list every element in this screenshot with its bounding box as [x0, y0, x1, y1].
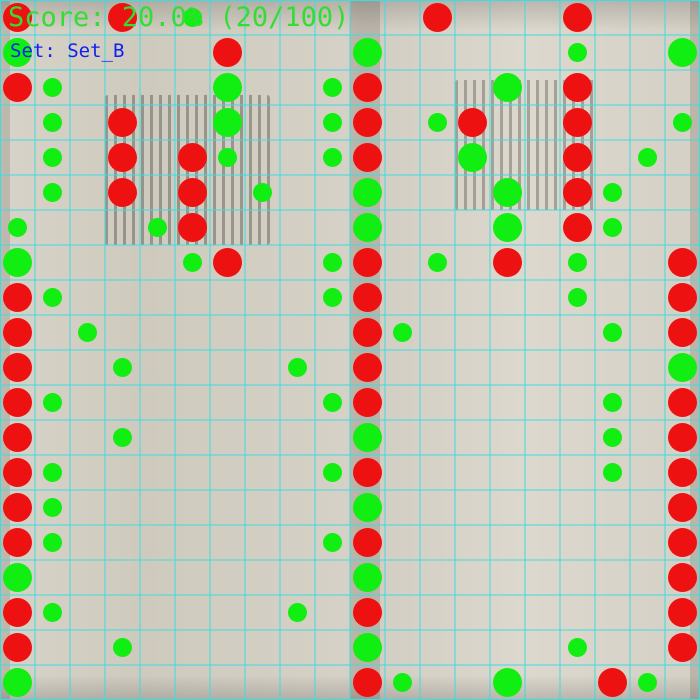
miss-marker — [353, 178, 382, 207]
miss-marker — [458, 143, 487, 172]
miss-marker — [8, 218, 27, 237]
miss-marker — [323, 253, 342, 272]
miss-marker — [603, 463, 622, 482]
hit-marker — [213, 38, 242, 67]
miss-marker — [353, 213, 382, 242]
hit-marker — [3, 493, 32, 522]
hit-marker — [3, 318, 32, 347]
miss-marker — [3, 248, 32, 277]
miss-marker — [428, 253, 447, 272]
hit-marker — [3, 598, 32, 627]
miss-marker — [638, 148, 657, 167]
hit-marker — [668, 563, 697, 592]
set-label: Set: Set_B — [10, 40, 125, 62]
miss-marker — [43, 463, 62, 482]
miss-marker — [3, 563, 32, 592]
miss-marker — [323, 288, 342, 307]
hit-marker — [668, 633, 697, 662]
hit-marker — [178, 178, 207, 207]
hit-marker — [353, 458, 382, 487]
hit-marker — [178, 143, 207, 172]
hit-marker — [563, 213, 592, 242]
hit-marker — [3, 388, 32, 417]
miss-marker — [353, 38, 382, 67]
miss-marker — [353, 563, 382, 592]
hit-marker — [668, 248, 697, 277]
hit-marker — [563, 3, 592, 32]
miss-marker — [78, 323, 97, 342]
miss-marker — [568, 43, 587, 62]
miss-marker — [353, 493, 382, 522]
hit-marker — [668, 598, 697, 627]
hit-marker — [353, 388, 382, 417]
hit-marker — [563, 178, 592, 207]
miss-marker — [43, 288, 62, 307]
miss-marker — [213, 73, 242, 102]
miss-marker — [43, 148, 62, 167]
miss-marker — [43, 498, 62, 517]
hit-marker — [668, 388, 697, 417]
hit-marker — [108, 143, 137, 172]
miss-marker — [603, 428, 622, 447]
hit-marker — [668, 458, 697, 487]
miss-marker — [568, 288, 587, 307]
hit-marker — [3, 458, 32, 487]
miss-marker — [493, 178, 522, 207]
hit-marker — [563, 143, 592, 172]
hit-marker — [353, 598, 382, 627]
hit-marker — [3, 73, 32, 102]
miss-marker — [603, 393, 622, 412]
hit-marker — [458, 108, 487, 137]
miss-marker — [113, 638, 132, 657]
hit-marker — [178, 213, 207, 242]
hit-marker — [3, 283, 32, 312]
hit-marker — [3, 353, 32, 382]
hit-marker — [668, 283, 697, 312]
hit-marker — [668, 318, 697, 347]
miss-marker — [43, 603, 62, 622]
hit-marker — [353, 528, 382, 557]
miss-marker — [603, 323, 622, 342]
miss-marker — [393, 323, 412, 342]
miss-marker — [493, 73, 522, 102]
hit-marker — [108, 108, 137, 137]
hit-marker — [598, 668, 627, 697]
miss-marker — [3, 668, 32, 697]
miss-marker — [323, 393, 342, 412]
hit-marker — [353, 108, 382, 137]
hit-marker — [3, 423, 32, 452]
miss-marker — [113, 358, 132, 377]
hit-marker — [353, 283, 382, 312]
miss-marker — [113, 428, 132, 447]
miss-marker — [43, 113, 62, 132]
miss-marker — [428, 113, 447, 132]
miss-marker — [603, 183, 622, 202]
miss-marker — [668, 353, 697, 382]
miss-marker — [288, 358, 307, 377]
hit-marker — [353, 73, 382, 102]
hit-marker — [668, 528, 697, 557]
hit-marker — [668, 493, 697, 522]
score-label: Score: 20.0% (20/100) — [8, 2, 350, 33]
hit-marker — [353, 668, 382, 697]
miss-marker — [673, 113, 692, 132]
hit-marker — [493, 248, 522, 277]
miss-marker — [353, 633, 382, 662]
hit-marker — [353, 248, 382, 277]
miss-marker — [493, 213, 522, 242]
miss-marker — [43, 393, 62, 412]
miss-marker — [393, 673, 412, 692]
miss-marker — [183, 253, 202, 272]
miss-marker — [323, 148, 342, 167]
miss-marker — [638, 673, 657, 692]
hit-marker — [353, 353, 382, 382]
miss-marker — [213, 108, 242, 137]
hit-marker — [3, 633, 32, 662]
miss-marker — [493, 668, 522, 697]
hit-marker — [563, 73, 592, 102]
hit-marker — [423, 3, 452, 32]
miss-marker — [288, 603, 307, 622]
miss-marker — [568, 638, 587, 657]
hit-marker — [353, 318, 382, 347]
miss-marker — [43, 533, 62, 552]
miss-marker — [668, 38, 697, 67]
miss-marker — [253, 183, 272, 202]
hit-marker — [108, 178, 137, 207]
hit-marker — [353, 143, 382, 172]
hit-marker — [213, 248, 242, 277]
miss-marker — [218, 148, 237, 167]
hit-marker — [563, 108, 592, 137]
miss-marker — [148, 218, 167, 237]
hit-marker — [668, 423, 697, 452]
miss-marker — [323, 463, 342, 482]
miss-marker — [568, 253, 587, 272]
miss-marker — [603, 218, 622, 237]
miss-marker — [43, 78, 62, 97]
miss-marker — [323, 78, 342, 97]
miss-marker — [323, 113, 342, 132]
miss-marker — [353, 423, 382, 452]
miss-marker — [43, 183, 62, 202]
hit-marker — [3, 528, 32, 557]
miss-marker — [323, 533, 342, 552]
